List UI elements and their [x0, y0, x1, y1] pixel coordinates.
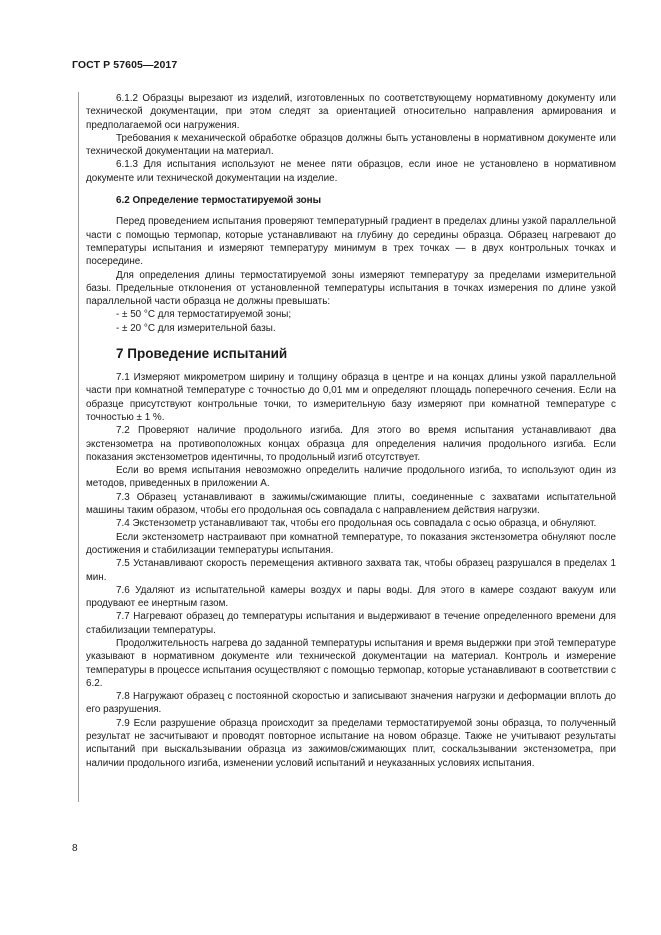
section-heading-6-2: 6.2 Определение термостатируемой зоны	[116, 195, 322, 207]
paragraph-7-6: 7.6 Удаляют из испытательной камеры воздух и пары воды. Для этого в камере создают вакуум или продувают ее инертным газом.	[86, 584, 616, 610]
paragraph-6-2-gradient: Перед проведением испытания проверяют температурный градиент в пределах длины узкой параллельной части с помощью термопар, которые устанавливают на глубину до середины образца. Образец нагревают до температуры испытания и измеряют температуру минимум в трех точках — в двух контрольных точках и посередине.	[86, 216, 616, 268]
paragraph-6-1-2: 6.1.2 Образцы вырезают из изделий, изготовленных по соответствующему нормативному документу или технической документации, при этом следят за ориентацией относительно направления армирования и предполагаемой оси нагружения.	[86, 93, 616, 131]
document-body	[86, 92, 616, 770]
paragraph-7-7-duration: Продолжительность нагрева до заданной температуры испытания и время выдержки при этой температуре указывают в нормативном документе или технической документации на материал. Контроль и измерение температуры в процессе испытания осуществляют с помощью термопар, которые устанавливают в соответствии с 6.2.	[86, 637, 616, 689]
page-number: 8	[72, 843, 78, 854]
paragraph-7-2: 7.2 Проверяют наличие продольного изгиба. Для этого во время испытания устанавливают два экстензометра на противоположных концах образца для определения наличия продольного изгиба. Если показания экстензометров идентичны, то продольный изгиб отсутствует.	[86, 425, 616, 463]
paragraph-machining: Требования к механической обработке образцов должны быть установлены в нормативном документе или технической документации на материал.	[86, 132, 616, 158]
paragraph-6-1-3: 6.1.3 Для испытания используют не менее пяти образцов, если иное не установлено в нормативном документе или технической документации на изделие.	[86, 159, 616, 184]
paragraph-7-4: 7.4 Экстензометр устанавливают так, чтобы его продольная ось совпадала с осью образца, и обнуляют.	[116, 518, 597, 530]
paragraph-7-5: 7.5 Устанавливают скорость перемещения активного захвата так, чтобы образец разрушался в пределах 1 мин.	[86, 558, 616, 583]
change-bar	[78, 92, 79, 802]
paragraph-7-1: 7.1 Измеряют микрометром ширину и толщину образца в центре и на концах длины узкой параллельной части при комнатной температуре с точностью до 0,01 мм и определяют площадь поперечного сечения. Если на образце присутствуют контрольные точки, то измерительную базу измеряют при комнатной температуре с точностью ± 1 %.	[86, 372, 616, 423]
list-item-measuring-base: - ± 20 °С для измерительной базы.	[116, 322, 276, 334]
paragraph-7-7: 7.7 Нагревают образец до температуры испытания и выдерживают в течение определенного времени для стабилизации температуры.	[86, 611, 616, 636]
paragraph-7-4-zeroing: Если экстензометр настраивают при комнатной температуре, то показания экстензометра обнуляют после достижения и стабилизации температуры испытания.	[86, 531, 616, 556]
list-item-thermostat-zone: - ± 50 °С для термостатируемой зоны;	[116, 309, 292, 321]
paragraph-7-8: 7.8 Нагружают образец с постоянной скоростью и записывают значения нагрузки и деформации вплоть до его разрушения.	[86, 691, 616, 716]
document-header: ГОСТ Р 57605—2017	[72, 59, 178, 71]
paragraph-7-2-appendix: Если во время испытания невозможно определить наличие продольного изгиба, то используют один из методов, приведенных в приложении А.	[86, 465, 616, 490]
paragraph-7-3: 7.3 Образец устанавливают в зажимы/сжимающие плиты, соединенные с захватами испытательной машины таким образом, чтобы его продольная ось совпадала с направлением действия нагрузки.	[86, 491, 616, 517]
paragraph-6-2-zone-length: Для определения длины термостатируемой зоны измеряют температуру за пределами измерительной базы. Предельные отклонения от установленной температуры испытания в точках измерения по длине узкой параллельной части образца не должны превышать:	[86, 269, 616, 308]
paragraph-7-9: 7.9 Если разрушение образца происходит за пределами термостатируемой зоны образца, то полученный результат не засчитывают и проводят повторное испытание на новом образце. Также не учитывают результаты испытаний при выскальзывании образца из зажимов/сжимающих плит, соскальзывании экстензометра, при наличии продольного изгиба, изменении условий испытаний и неуказанных условиях испытания.	[86, 717, 616, 769]
section-heading-7: 7 Проведение испытаний	[116, 346, 288, 362]
